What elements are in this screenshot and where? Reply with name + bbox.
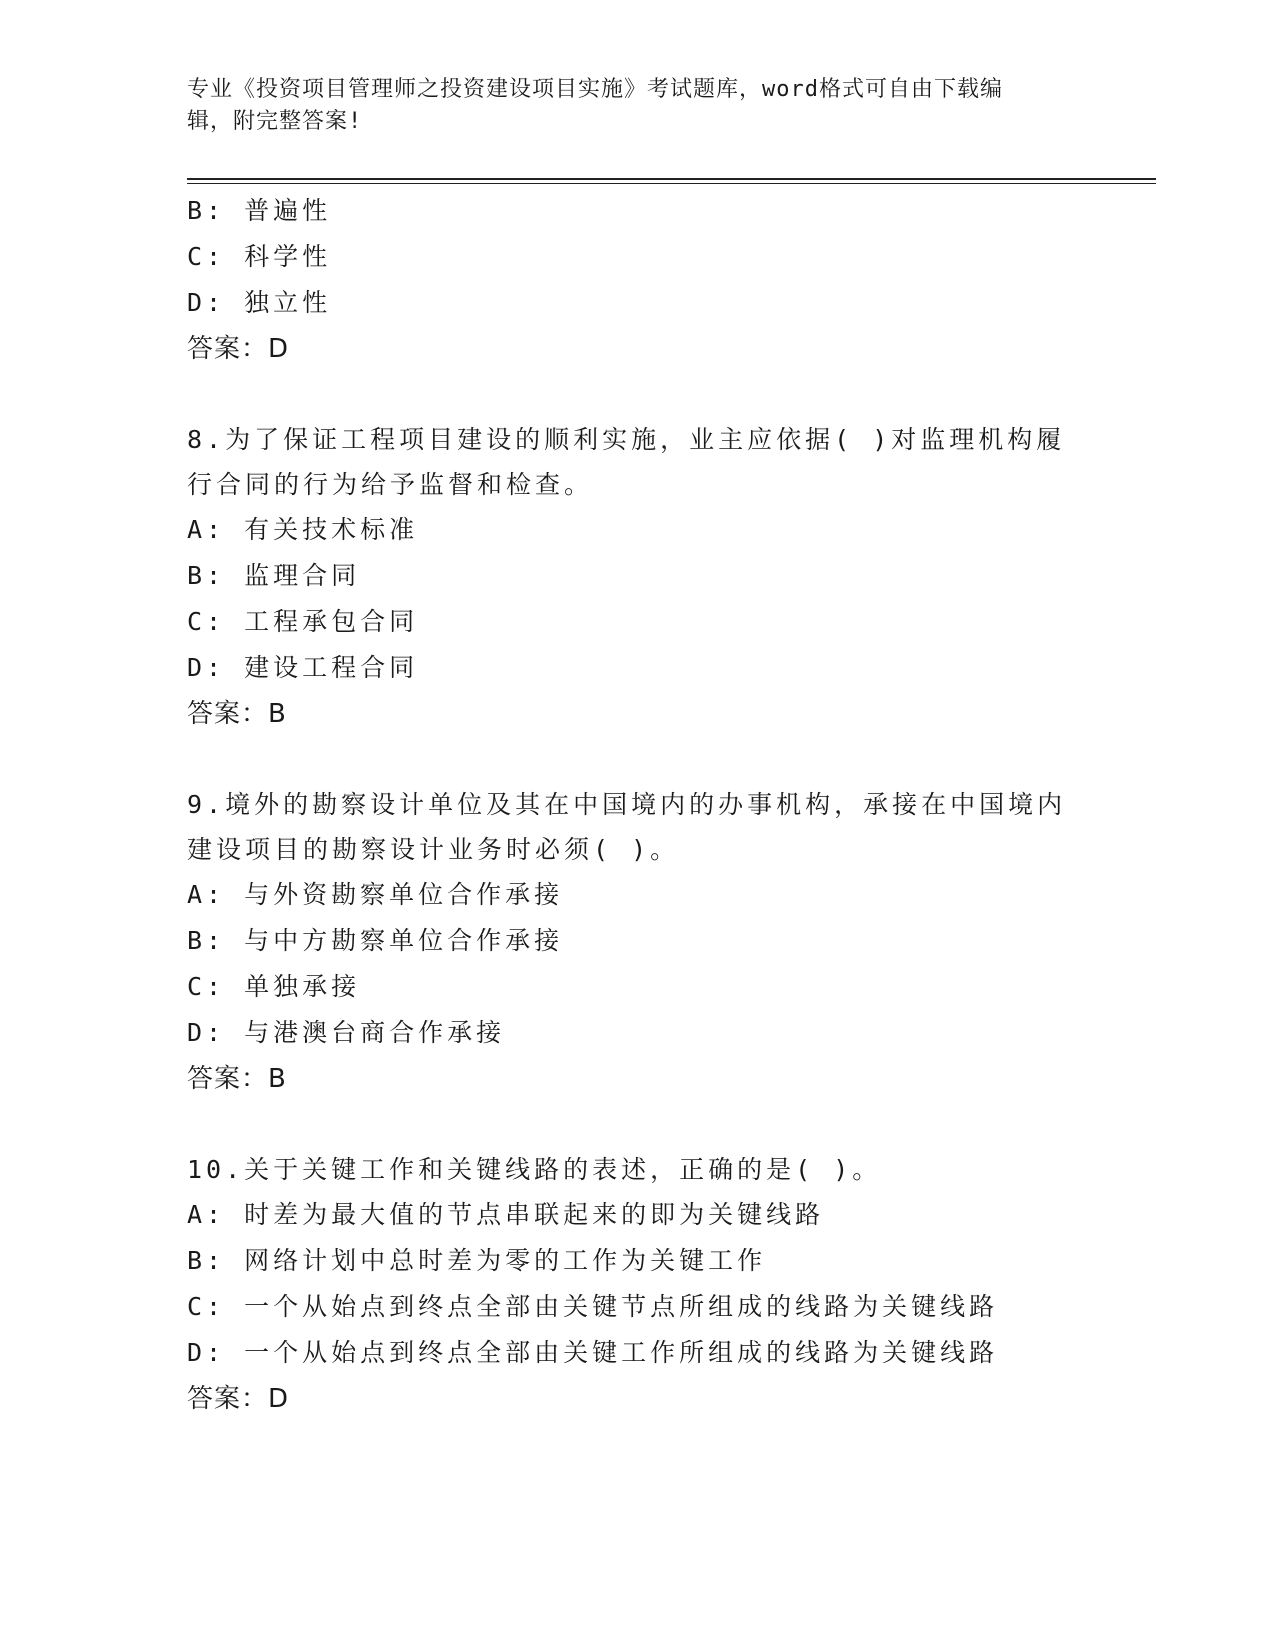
- option-d: D: 建设工程合同: [187, 653, 419, 682]
- header-line-1: 专业《投资项目管理师之投资建设项目实施》考试题库，word格式可自由下载编: [187, 77, 1003, 102]
- question-text-continued: 行合同的行为给予监督和检查。: [187, 470, 594, 499]
- question-text: 10.关于关键工作和关键线路的表述，正确的是( )。: [187, 1155, 882, 1184]
- question-10: [187, 1147, 1087, 1422]
- option-c: C: 科学性: [187, 242, 332, 271]
- option-a: A: 与外资勘察单位合作承接: [187, 880, 564, 909]
- question-7-tail: [187, 188, 1087, 372]
- option-b: B: 普遍性: [187, 196, 332, 225]
- header-divider-thin: [187, 183, 1156, 184]
- option-d: D: 独立性: [187, 288, 332, 317]
- option-c: C: 工程承包合同: [187, 607, 419, 636]
- question-9: [187, 782, 1087, 1102]
- question-8: [187, 417, 1087, 737]
- answer: 答案：D: [187, 334, 290, 364]
- spacer: [187, 1102, 1087, 1147]
- option-d: D: 一个从始点到终点全部由关键工作所组成的线路为关键线路: [187, 1338, 999, 1367]
- header-line-2: 辑，附完整答案!: [187, 109, 363, 134]
- answer: 答案：D: [187, 1384, 290, 1414]
- header-divider-thick: [187, 178, 1156, 180]
- question-text: 9.境外的勘察设计单位及其在中国境内的办事机构，承接在中国境内: [187, 790, 1067, 819]
- spacer: [187, 372, 1087, 417]
- option-c: C: 一个从始点到终点全部由关键节点所组成的线路为关键线路: [187, 1292, 999, 1321]
- option-a: A: 有关技术标准: [187, 515, 419, 544]
- answer: 答案：B: [187, 699, 287, 729]
- option-b: B: 监理合同: [187, 561, 361, 590]
- option-c: C: 单独承接: [187, 972, 361, 1001]
- question-list: [187, 188, 1087, 1422]
- option-b: B: 网络计划中总时差为零的工作为关键工作: [187, 1246, 767, 1275]
- option-a: A: 时差为最大值的节点串联起来的即为关键线路: [187, 1200, 825, 1229]
- option-b: B: 与中方勘察单位合作承接: [187, 926, 564, 955]
- spacer: [187, 737, 1087, 782]
- answer: 答案：B: [187, 1064, 287, 1094]
- document-header: [187, 74, 1087, 138]
- question-text: 8.为了保证工程项目建设的顺利实施，业主应依据( )对监理机构履: [187, 425, 1066, 454]
- option-d: D: 与港澳台商合作承接: [187, 1018, 506, 1047]
- question-text-continued: 建设项目的勘察设计业务时必须( )。: [187, 835, 680, 864]
